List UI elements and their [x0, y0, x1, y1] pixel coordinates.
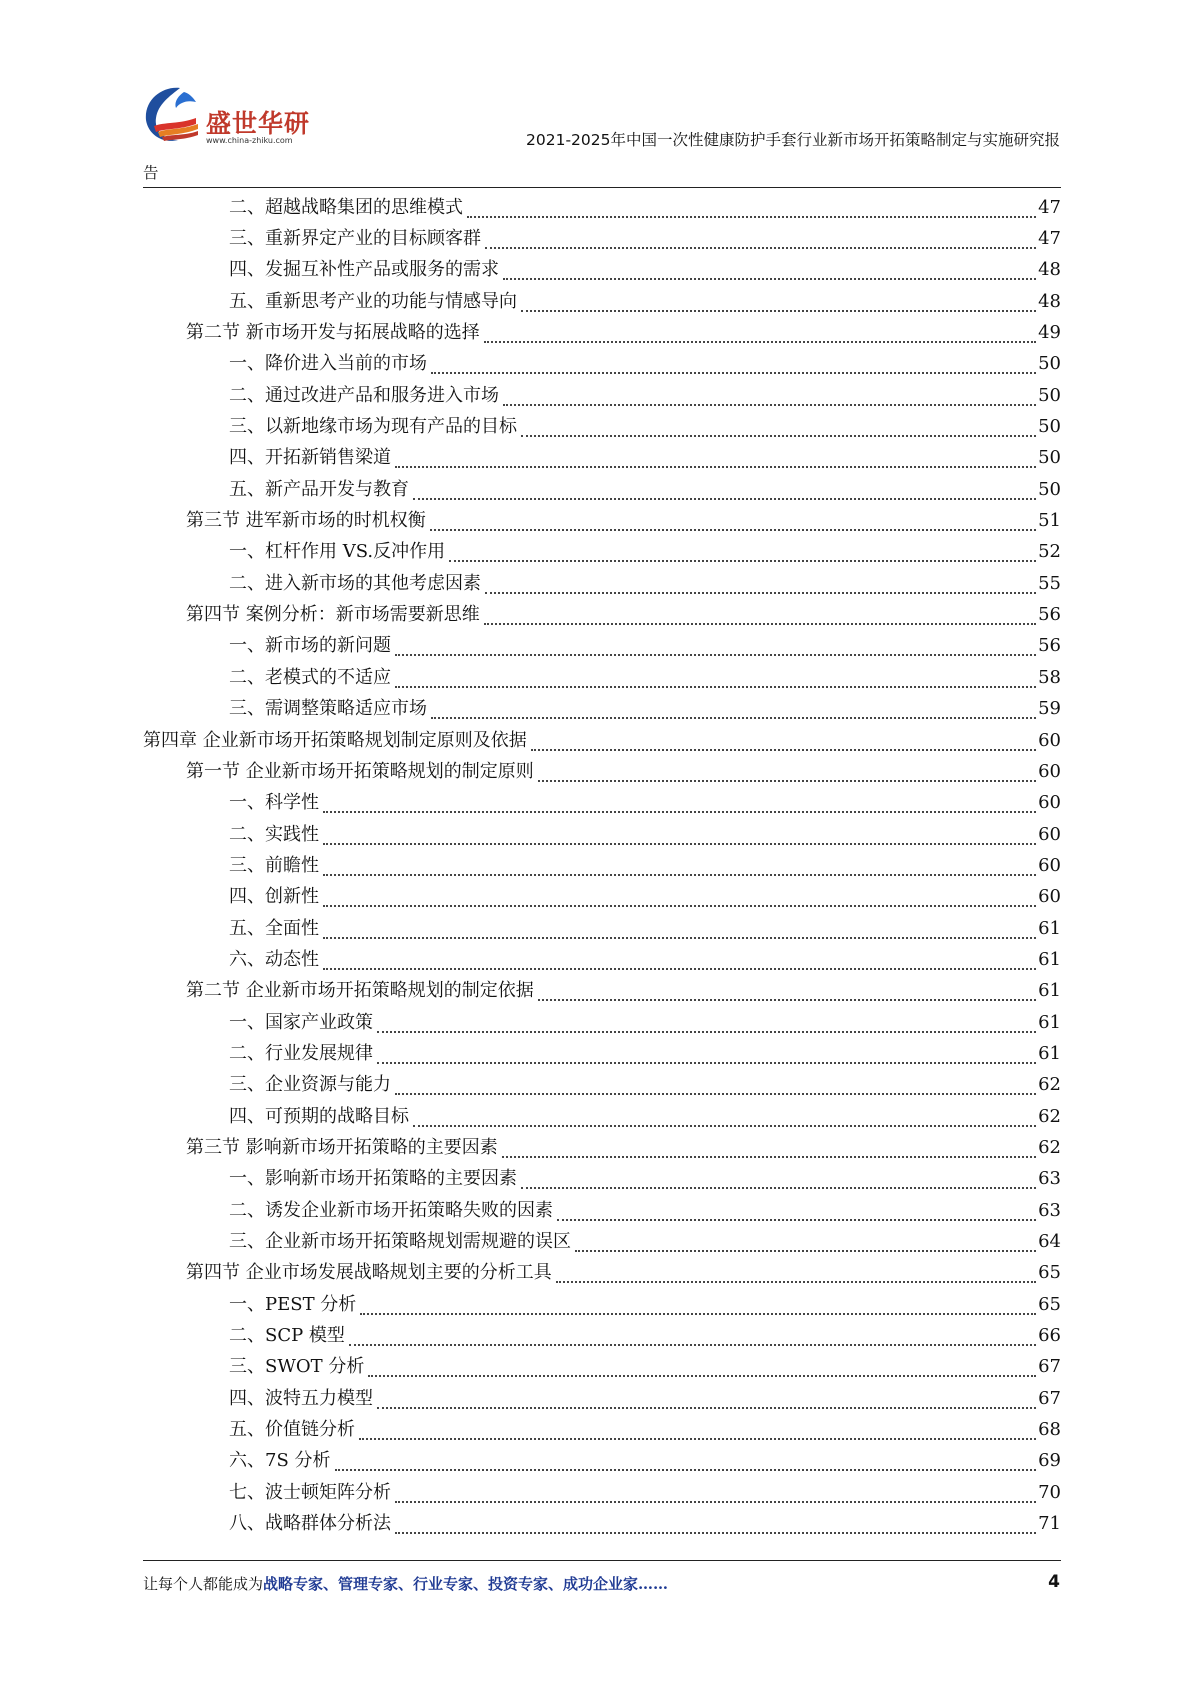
- toc-entry-title: 第三节 影响新市场开拓策略的主要因素: [186, 1136, 498, 1158]
- toc-leader-dots: [377, 1046, 1036, 1064]
- report-title-continuation: 告: [143, 164, 159, 182]
- toc-entry-title: 三、企业资源与能力: [229, 1074, 391, 1096]
- company-logo: [140, 82, 310, 152]
- toc-entry-title: 一、PEST 分析: [229, 1293, 357, 1315]
- footer-divider: [143, 1560, 1061, 1561]
- toc-entry[interactable]: [143, 1258, 1061, 1289]
- page-header: [0, 0, 1191, 190]
- toc-leader-dots: [413, 482, 1036, 500]
- toc-leader-dots: [538, 983, 1036, 1001]
- toc-entry-page: 56: [1038, 635, 1061, 657]
- toc-leader-dots: [531, 733, 1036, 751]
- toc-leader-dots: [395, 450, 1036, 468]
- toc-leader-dots: [349, 1328, 1036, 1346]
- toc-entry-page: 60: [1038, 729, 1061, 751]
- toc-entry-title: 二、通过改进产品和服务进入市场: [229, 384, 499, 406]
- footer-slogan-accent: 战略专家、管理专家、行业专家、投资专家、成功企业家……: [263, 1575, 669, 1593]
- toc-entry-page: 69: [1038, 1450, 1061, 1472]
- toc-entry-title: 一、影响新市场开拓策略的主要因素: [229, 1168, 517, 1190]
- toc-entry-title: 第一节 企业新市场开拓策略规划的制定原则: [186, 760, 534, 782]
- toc-leader-dots: [431, 701, 1036, 719]
- toc-entry[interactable]: [143, 599, 1061, 630]
- toc-entry-page: 65: [1038, 1262, 1061, 1284]
- toc-leader-dots: [395, 1077, 1036, 1095]
- toc-entry-page: 64: [1038, 1231, 1061, 1253]
- logo-url: www.china-zhiku.com: [206, 136, 293, 145]
- toc-entry-title: 七、波士顿矩阵分析: [229, 1481, 391, 1503]
- toc-entry[interactable]: [143, 380, 1061, 411]
- page-number: 4: [1048, 1572, 1060, 1592]
- toc-entry[interactable]: [143, 1320, 1061, 1351]
- toc-entry-page: 63: [1038, 1168, 1061, 1190]
- toc-entry-page: 71: [1038, 1513, 1061, 1535]
- toc-entry[interactable]: [143, 1164, 1061, 1195]
- toc-entry[interactable]: [143, 944, 1061, 975]
- toc-entry-page: 50: [1038, 384, 1061, 406]
- toc-leader-dots: [521, 1171, 1036, 1189]
- toc-entry-title: 四、发掘互补性产品或服务的需求: [229, 259, 499, 281]
- toc-entry-page: 61: [1038, 1011, 1061, 1033]
- toc-entry-page: 48: [1038, 259, 1061, 281]
- toc-entry[interactable]: [143, 1070, 1061, 1101]
- toc-entry[interactable]: [143, 1508, 1061, 1539]
- toc-entry[interactable]: [143, 255, 1061, 286]
- toc-entry-page: 61: [1038, 948, 1061, 970]
- toc-entry-title: 三、以新地缘市场为现有产品的目标: [229, 416, 517, 438]
- toc-entry[interactable]: [143, 882, 1061, 913]
- toc-entry[interactable]: [143, 537, 1061, 568]
- toc-entry[interactable]: [143, 913, 1061, 944]
- toc-entry-title: 六、动态性: [229, 948, 319, 970]
- toc-entry[interactable]: [143, 223, 1061, 254]
- toc-entry-title: 五、全面性: [229, 917, 319, 939]
- toc-leader-dots: [323, 889, 1036, 907]
- toc-leader-dots: [395, 1516, 1036, 1534]
- toc-leader-dots: [395, 1485, 1036, 1503]
- toc-entry-title: 二、超越战略集团的思维模式: [229, 196, 463, 218]
- toc-entry-page: 47: [1038, 228, 1061, 250]
- toc-leader-dots: [521, 419, 1036, 437]
- toc-entry-title: 一、降价进入当前的市场: [229, 353, 427, 375]
- toc-entry-title: 五、重新思考产业的功能与情感导向: [229, 290, 517, 312]
- toc-entry-page: 60: [1038, 854, 1061, 876]
- toc-entry[interactable]: [143, 349, 1061, 380]
- toc-leader-dots: [503, 262, 1036, 280]
- toc-leader-dots: [449, 544, 1036, 562]
- toc-entry-page: 47: [1038, 196, 1061, 218]
- toc-entry[interactable]: [143, 192, 1061, 223]
- toc-entry[interactable]: [143, 1414, 1061, 1445]
- toc-entry-page: 58: [1038, 666, 1061, 688]
- toc-entry[interactable]: [143, 819, 1061, 850]
- toc-entry-title: 三、前瞻性: [229, 854, 319, 876]
- toc-entry[interactable]: [143, 443, 1061, 474]
- toc-leader-dots: [484, 607, 1036, 625]
- toc-entry-page: 66: [1038, 1325, 1061, 1347]
- toc-leader-dots: [323, 827, 1036, 845]
- report-title: 2021-2025年中国一次性健康防护手套行业新市场开拓策略制定与实施研究报: [526, 131, 1060, 149]
- toc-leader-dots: [377, 1391, 1036, 1409]
- toc-leader-dots: [502, 1140, 1036, 1158]
- toc-leader-dots: [359, 1422, 1036, 1440]
- toc-entry-title: 二、诱发企业新市场开拓策略失败的因素: [229, 1199, 553, 1221]
- toc-entry-title: 第二节 新市场开发与拓展战略的选择: [186, 322, 480, 344]
- toc-entry-page: 70: [1038, 1481, 1061, 1503]
- toc-entry-page: 56: [1038, 604, 1061, 626]
- toc-entry-page: 68: [1038, 1419, 1061, 1441]
- toc-entry-page: 62: [1038, 1105, 1061, 1127]
- toc-entry-title: 三、SWOT 分析: [229, 1356, 365, 1378]
- toc-entry[interactable]: [143, 1446, 1061, 1477]
- toc-entry-page: 50: [1038, 447, 1061, 469]
- footer-slogan-prefix: 让每个人都能成为: [143, 1575, 264, 1593]
- toc-entry-title: 四、波特五力模型: [229, 1387, 373, 1409]
- toc-entry[interactable]: [143, 1195, 1061, 1226]
- toc-leader-dots: [323, 921, 1036, 939]
- toc-entry[interactable]: [143, 662, 1061, 693]
- toc-entry-page: 50: [1038, 353, 1061, 375]
- toc-entry-page: 67: [1038, 1356, 1061, 1378]
- toc-entry[interactable]: [143, 1226, 1061, 1257]
- toc-entry-page: 55: [1038, 572, 1061, 594]
- toc-entry-title: 八、战略群体分析法: [229, 1513, 391, 1535]
- toc-entry[interactable]: [143, 1352, 1061, 1383]
- toc-entry-title: 第二节 企业新市场开拓策略规划的制定依据: [186, 980, 534, 1002]
- toc-entry[interactable]: [143, 317, 1061, 348]
- toc-entry[interactable]: [143, 1007, 1061, 1038]
- toc-leader-dots: [556, 1265, 1036, 1283]
- toc-leader-dots: [484, 325, 1036, 343]
- toc-leader-dots: [557, 1203, 1036, 1221]
- toc-entry-page: 62: [1038, 1074, 1061, 1096]
- toc-entry-page: 50: [1038, 416, 1061, 438]
- toc-leader-dots: [368, 1359, 1036, 1377]
- toc-entry-page: 61: [1038, 980, 1061, 1002]
- toc-entry[interactable]: [143, 1038, 1061, 1069]
- toc-entry-title: 三、企业新市场开拓策略规划需规避的误区: [229, 1231, 571, 1253]
- toc-leader-dots: [323, 795, 1036, 813]
- toc-leader-dots: [413, 1109, 1036, 1127]
- toc-entry-page: 60: [1038, 760, 1061, 782]
- toc-entry[interactable]: [143, 474, 1061, 505]
- toc-leader-dots: [521, 294, 1036, 312]
- toc-entry-title: 第四章 企业新市场开拓策略规划制定原则及依据: [143, 729, 527, 751]
- logo-wordmark: 盛世华研: [206, 109, 311, 138]
- toc-leader-dots: [485, 231, 1036, 249]
- toc-entry[interactable]: [143, 788, 1061, 819]
- toc-entry-title: 二、实践性: [229, 823, 319, 845]
- footer-slogan: [143, 1573, 668, 1594]
- toc-entry-page: 52: [1038, 541, 1061, 563]
- toc-entry-page: 48: [1038, 290, 1061, 312]
- toc-entry[interactable]: [143, 411, 1061, 442]
- toc-entry-page: 62: [1038, 1136, 1061, 1158]
- toc-entry-title: 一、新市场的新问题: [229, 635, 391, 657]
- toc-entry-page: 60: [1038, 823, 1061, 845]
- toc-leader-dots: [431, 356, 1036, 374]
- toc-entry-page: 49: [1038, 322, 1061, 344]
- logo-emblem-icon: [140, 82, 210, 152]
- toc-leader-dots: [395, 638, 1036, 656]
- header-divider: [143, 187, 1061, 188]
- toc-entry[interactable]: [143, 568, 1061, 599]
- toc-entry-page: 60: [1038, 886, 1061, 908]
- toc-leader-dots: [467, 200, 1036, 218]
- toc-entry-title: 三、需调整策略适应市场: [229, 698, 427, 720]
- toc-entry-page: 59: [1038, 698, 1061, 720]
- toc-leader-dots: [575, 1234, 1036, 1252]
- toc-entry-title: 第四节 案例分析：新市场需要新思维: [186, 604, 480, 626]
- toc-entry-page: 61: [1038, 1042, 1061, 1064]
- toc-entry-page: 61: [1038, 917, 1061, 939]
- toc-entry-title: 五、新产品开发与教育: [229, 478, 409, 500]
- toc-leader-dots: [503, 388, 1036, 406]
- toc-entry[interactable]: [143, 1477, 1061, 1508]
- toc-entry[interactable]: [143, 694, 1061, 725]
- toc-entry-title: 二、进入新市场的其他考虑因素: [229, 572, 481, 594]
- toc-entry-title: 二、SCP 模型: [229, 1325, 345, 1347]
- toc-entry-page: 51: [1038, 510, 1061, 532]
- toc-leader-dots: [335, 1453, 1037, 1471]
- toc-entry[interactable]: [143, 1101, 1061, 1132]
- toc-leader-dots: [395, 670, 1036, 688]
- toc-entry[interactable]: [143, 725, 1061, 756]
- toc-entry-title: 四、可预期的战略目标: [229, 1105, 409, 1127]
- toc-entry[interactable]: [143, 850, 1061, 881]
- toc-leader-dots: [377, 1015, 1036, 1033]
- toc-entry-page: 50: [1038, 478, 1061, 500]
- table-of-contents: [143, 192, 1061, 1540]
- toc-entry[interactable]: [143, 505, 1061, 536]
- toc-entry-title: 第三节 进军新市场的时机权衡: [186, 510, 426, 532]
- toc-entry[interactable]: [143, 756, 1061, 787]
- toc-entry-page: 60: [1038, 792, 1061, 814]
- toc-entry-page: 65: [1038, 1293, 1061, 1315]
- toc-entry[interactable]: [143, 976, 1061, 1007]
- toc-entry-page: 67: [1038, 1387, 1061, 1409]
- toc-entry[interactable]: [143, 631, 1061, 662]
- toc-entry-title: 四、开拓新销售梁道: [229, 447, 391, 469]
- toc-entry-title: 第四节 企业市场发展战略规划主要的分析工具: [186, 1262, 552, 1284]
- toc-leader-dots: [538, 764, 1036, 782]
- toc-leader-dots: [323, 952, 1036, 970]
- toc-entry-title: 一、杠杆作用 VS.反冲作用: [229, 541, 446, 563]
- toc-entry[interactable]: [143, 1289, 1061, 1320]
- toc-entry-title: 六、7S 分析: [229, 1450, 331, 1472]
- toc-leader-dots: [430, 513, 1036, 531]
- toc-entry-title: 三、重新界定产业的目标顾客群: [229, 228, 481, 250]
- toc-entry[interactable]: [143, 1383, 1061, 1414]
- toc-leader-dots: [323, 858, 1036, 876]
- toc-leader-dots: [360, 1297, 1036, 1315]
- toc-leader-dots: [485, 576, 1036, 594]
- toc-entry-title: 二、老模式的不适应: [229, 666, 391, 688]
- toc-entry[interactable]: [143, 1132, 1061, 1163]
- toc-entry-title: 一、科学性: [229, 792, 319, 814]
- toc-entry-title: 一、国家产业政策: [229, 1011, 373, 1033]
- toc-entry-page: 63: [1038, 1199, 1061, 1221]
- toc-entry[interactable]: [143, 286, 1061, 317]
- toc-entry-title: 四、创新性: [229, 886, 319, 908]
- toc-entry-title: 二、行业发展规律: [229, 1042, 373, 1064]
- toc-entry-title: 五、价值链分析: [229, 1419, 355, 1441]
